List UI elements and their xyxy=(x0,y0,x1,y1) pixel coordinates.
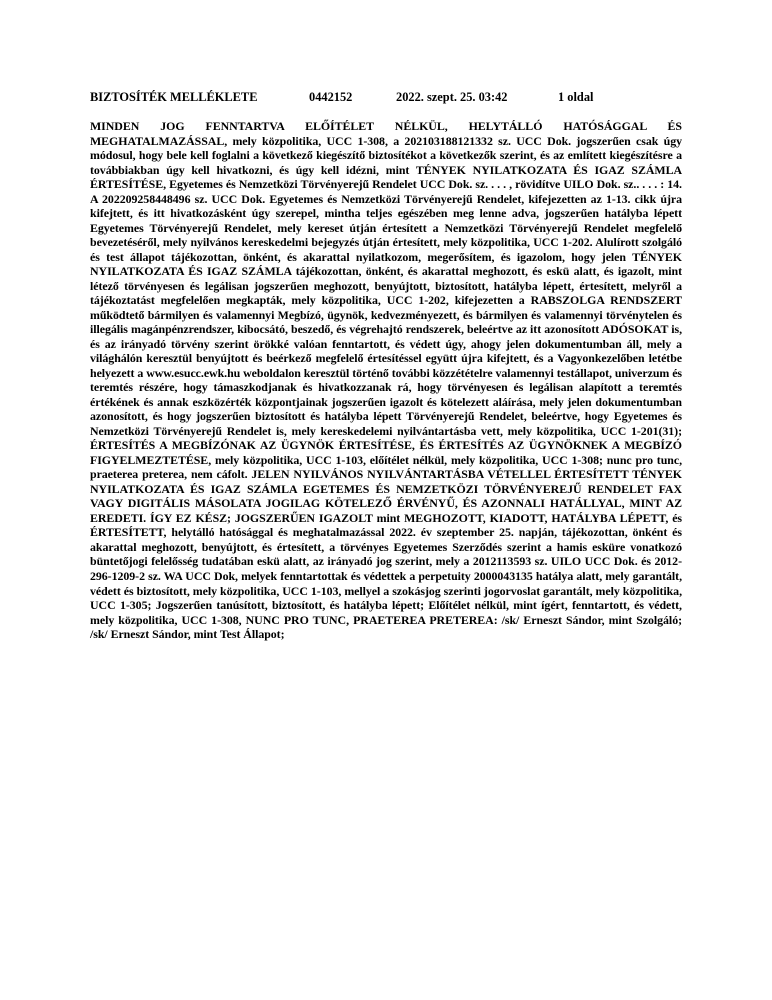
page-number: 1 oldal xyxy=(558,90,594,104)
document-date: 2022. szept. 25. 03:42 xyxy=(396,90,508,104)
document-title: BIZTOSÍTÉK MELLÉKLETE xyxy=(90,90,258,104)
document-number: 0442152 xyxy=(309,90,353,104)
document-body: MINDEN JOG FENNTARTVA ELŐÍTÉLET NÉLKÜL, HELYTÁLLÓ HATÓSÁGGAL ÉS MEGHATALMAZÁSSAL, mely közpolitika, UCC 1-308, a 202103188121332 sz. UCC Dok. jogszerűen csak úgy módosul, hogy bele kell foglalni a következő kiegészítő biztosítékot a következők szerint, és az említett kiegészítésre a továbbiakban úgy kell hivatkozni, és úgy kell idézni, mint TÉNYEK NYILATKOZATA ÉS IGAZ SZÁMLA ÉRTESÍTÉSE, Egyetemes és Nemzetközi Törvényerejű Rendelet UCC Dok. sz. . . . , rövidítve UILO Dok. sz.. . . . : 14. A 202209258448496 sz. UCC Dok. Egyetemes és Nemzetközi Törvényerejű Rendelet, kifejezetten az 1-13. cikk újra kifejtett, és itt hivatkozásként úgy szerepel, mintha teljes egészében meg lenne adva, jogszerűen hatályba lépett Egyetemes Törvényerejű Rendelet, mely kereset útján értesített a Nemzetközi Törvényerejű Rendelet megfelelő bevezetéséről, mely nyilvános kereskedelmi bejegyzés útján értesített, mely közpolitika, UCC 1-202. Alulírott szolgáló és test állapot tájékozottan, önként, és akarattal nyilatkozom, megerősítem, és igazolom, hogy jelen TÉNYEK NYILATKOZATA ÉS IGAZ SZÁMLA tájékozottan, önként, és akarattal meghozott, és eskü alatt, és igazolt, mint létező törvényesen és legálisan jogszerűen meghozott, benyújtott, biztosított, hatályba lépett, értesített, melyről a tájékoztatást megfelelően megkapták, mely közpolitika, UCC 1-202, kifejezetten a RABSZOLGA RENDSZERT működtető bármilyen és valamennyi Megbízó, ügynök, kedvezményezett, és bármilyen és valamennyi törvénytelen és illegális magánpénzrendszer, kibocsátó, beszedő, és végrehajtó rendszerek, beleértve az itt azonosított ADÓSOKAT is, és az irányadó törvény szerint örökké valóan fenntartott, és védett úgy, ahogy jelen dokumentumban áll, mely a világhálón keresztül benyújtott és beérkező megfelelő értesítéssel együtt újra kifejtett, és a Vagyonkezelőben letétbe helyezett a www.esucc.ewk.hu weboldalon keresztül történő további közzétételre valamennyi testállapot, univerzum és teremtés részére, hogy támaszkodjanak és hivatkozzanak rá, hogy törvényesen és legálisan alapított a teremtés értékének és annak eszközérték központjainak jogszerűen igazolt és kötelezett aláírása, mely jelen dokumentumban azonosított, és hogy jogszerűen biztosított és hatályba lépett Törvényerejű Rendelet, beleértve, hogy Egyetemes és Nemzetközi Törvényerejű Rendelet is, mely kereskedelemi nyilvántartásba vett, mely közpolitika, UCC 1-201(31); ÉRTESÍTÉS A MEGBÍZÓNAK AZ ÜGYNÖK ÉRTESÍTÉSE, ÉS ÉRTESÍTÉS AZ ÜGYNÖKNEK A MEGBÍZÓ FIGYELMEZTETÉSE, mely közpolitika, UCC 1-103, előítélet nélkül, mely közpolitika, UCC 1-308; nunc pro tunc, praeterea preterea, nem cáfolt. JELEN NYILVÁNOS NYILVÁNTARTÁSBA VÉTELLEL ÉRTESÍTETT TÉNYEK NYILATKOZATA ÉS IGAZ SZÁMLA EGETEMES ÉS NEMZETKÖZI TÖRVÉNYEREJŰ RENDELET FAX VAGY DIGITÁLIS MÁSOLATA JOGILAG KÖTELEZŐ ÉRVÉNYŰ, ÉS AZONNALI HATÁLLYAL, MINT AZ EREDETI. ÍGY EZ KÉSZ; JOGSZERŰEN IGAZOLT mint MEGHOZOTT, KIADOTT, HATÁLYBA LÉPETT, és ÉRTESÍTETT, helytálló hatósággal és meghatalmazással 2022. év szeptember 25. napján, tájékozottan, önként és akarattal meghozott, benyújtott, és értesített, a törvényes Egyetemes Szerződés szerint a hamis esküre vonatkozó büntetőjogi felelősség tudatában eskü alatt, az irányadó jog szerint, mely a 2012113593 sz. UILO UCC Dok. és 2012-296-1209-2 sz. WA UCC Dok, melyek fenntartottak és védettek a perpetuity 2000043135 hatálya alatt, mely garantált, védett és biztosított, mely közpolitika, UCC 1-103, mellyel a szokásjog szerinti jogorvoslat garantált, mely közpolitika, UCC 1-305; Jogszerűen tanúsított, biztosított, és hatályba lépett; Előítélet nélkül, mint ígért, fenntartott, és védett, mely közpolitika, UCC 1-308, NUNC PRO TUNC, PRAETEREA PRETEREA: /sk/ Erneszt Sándor, mint Szolgáló; /sk/ Erneszt Sándor, mint Test Állapot; xyxy=(90,119,682,642)
